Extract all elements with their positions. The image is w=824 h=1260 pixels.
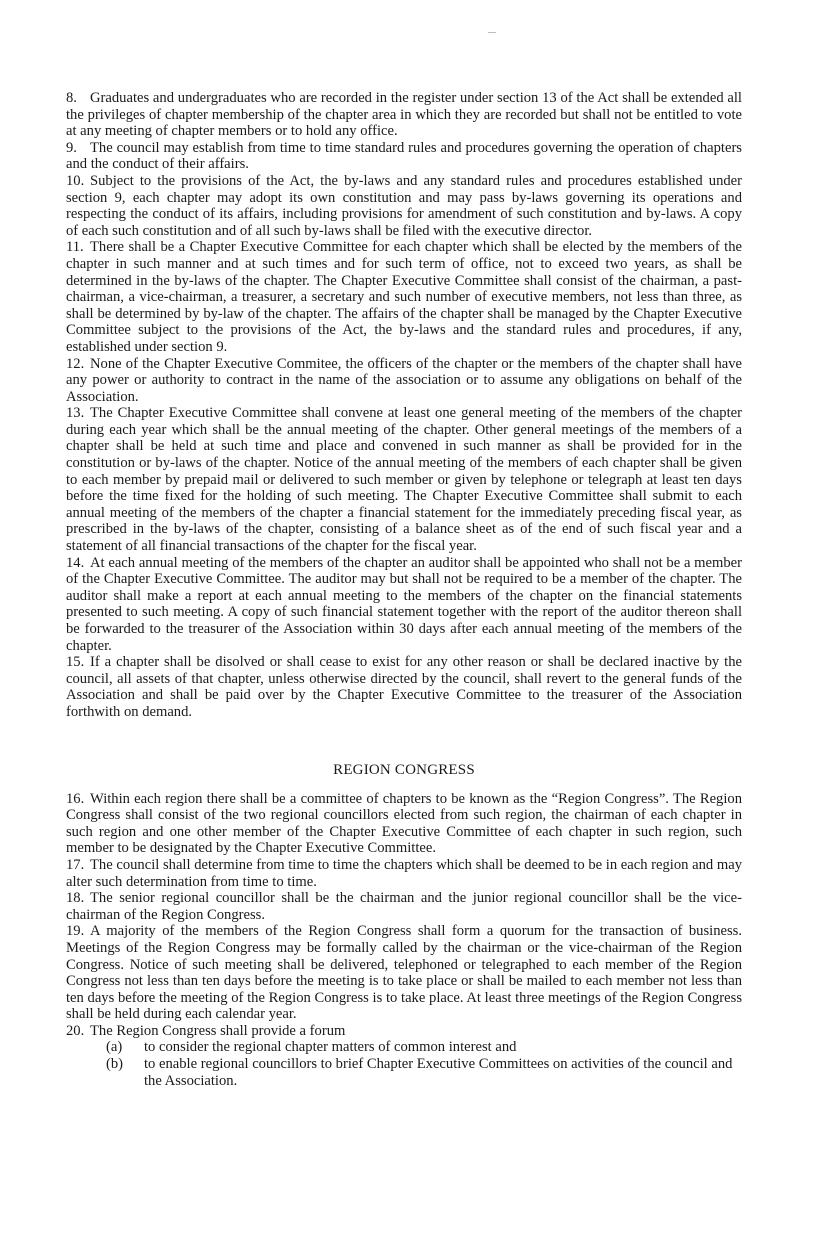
list-item-text: to consider the regional chapter matters of common interest and [144,1039,517,1056]
section-text: Within each region there shall be a committee of chapters to be known as the “Region Congress”. The Region Congress shall consist of the two regional councillors elected from such region, the chairman of each chapter in such region and one other member of the Chapter Executive Committee of each chapter in such region, such member to be designated by the Chapter Executive Committee. [66,790,742,857]
section-number: 14. [66,554,85,571]
section-text: A majority of the members of the Region Congress shall form a quorum for the transaction of business. Meetings of the Region Congress may be formally called by the chairman or the vice-chairman of the Region Congress. Notice of such meeting shall be delivered, telephoned or telegraphed to each member of the Region Congress not less than ten days before the meeting is to take place or shall be mailed to each member not less than ten days before the meeting of the Region Congress is to take place. At least three meetings of the Region Congress shall be held during each calendar year. [66,923,742,1023]
section-text: The Chapter Executive Committee shall convene at least one general meeting of the members of the chapter during each year which shall be the annual meeting of the chapter. Other general meetings of the members of a chapter shall be held at such time and place and convened in such manner as shall be provided for in the constitution or by-laws of the chapter. Notice of the annual meeting of the members of each chapter shall be given to each member by prepaid mail or delivered to such member or given by telephone or telegraph at least ten days before the time fixed for the holding of such meeting. The Chapter Executive Committee shall submit to each annual meeting of the members of the chapter a financial statement for the immediately preceding fiscal year, as prescribed in the by-laws of the chapter, consisting of a balance sheet as of the end of such fiscal year and a statement of all financial transactions of the chapter for the fiscal year. [66,405,742,555]
section-text: At each annual meeting of the members of the chapter an auditor shall be appointed who shall not be a member of the Chapter Executive Committee. The auditor may but shall not be required to be a member of the chapter. The auditor shall make a report at each annual meeting to the members of the chapter on the financial statements presented to such meeting. A copy of such financial statement together with the report of the auditor thereon shall be forwarded to the treasurer of the Association within 30 days after each annual meeting of the members of the chapter. [66,554,742,654]
section-number: 16. [66,790,85,807]
section-9 [66,140,742,173]
section-20 [66,1023,742,1040]
section-text: The senior regional councillor shall be the chairman and the junior regional councillor shall be the vice-chairman of the Region Congress. [66,890,742,923]
section-15 [66,654,742,720]
section-17 [66,857,742,890]
list-item [106,1056,742,1089]
section-number: 11. [66,239,84,256]
scan-artifact-mark [488,32,496,33]
section-14 [66,555,742,655]
section-text: None of the Chapter Executive Commitee, the officers of the chapter or the members of the chapter shall have any power or authority to contract in the name of the association or to assume any obligations on behalf of the Association. [66,355,742,405]
section-number: 13. [66,405,85,422]
section-text: If a chapter shall be disolved or shall cease to exist for any other reason or shall be declared inactive by the council, all assets of that chapter, unless otherwise directed by the council, shall revert to the general funds of the Association and shall be paid over by the Chapter Executive Committee to the treasurer of the Association forthwith on demand. [66,654,742,720]
section-13 [66,405,742,554]
section-18 [66,890,742,923]
list-marker: (b) [106,1056,124,1073]
section-10 [66,173,742,239]
section-text: Subject to the provisions of the Act, the by-laws and any standard rules and procedures established under section 9, each chapter may adopt its own constitution and may pass by-laws governing its operations and respecting the conduct of its affairs, including provisions for amendment of such constitution and by-laws. A copy of each such constitution and of all such by-laws shall be filed with the executive director. [66,172,742,239]
section-number: 8. [66,90,77,106]
section-text: The council shall determine from time to time the chapters which shall be deemed to be in each region and may alter such determination from time to time. [66,856,742,890]
section-number: 20. [66,1022,85,1039]
section-number: 18. [66,890,85,907]
section-12 [66,356,742,406]
section-number: 9. [66,139,77,156]
section-text: Graduates and undergraduates who are recorded in the register under section 13 of the Act shall be extended all the privileges of chapter membership of the chapter area in which they are recorded but shall not be entitled to vote at any meeting of chapter members or to hold any office. [66,90,742,140]
section-19 [66,923,742,1023]
chapters-section [66,90,742,721]
list-item-text: to enable regional councillors to brief Chapter Executive Committees on activities of the council and the Association. [144,1056,733,1089]
section-text: There shall be a Chapter Executive Committee for each chapter which shall be elected by the members of the chapter in such manner and at such times and for such term of office, not to exceed two years, as shall be determined in the by-laws of the chapter. The Chapter Executive Committee shall consist of the chairman, a past-chairman, a vice-chairman, a treasurer, a secretary and such number of executive members, not less than three, as shall be determined by by-law of the chapter. The affairs of the chapter shall be managed by the Chapter Executive Committee subject to the provisions of the Act, the by-laws and the standard rules and procedures, if any, established under section 9. [66,239,742,355]
section-number: 15. [66,654,85,671]
section-text: The Region Congress shall provide a forum [90,1022,346,1039]
list-item [106,1039,742,1056]
section-number: 10. [66,172,85,189]
section-number: 19. [66,923,85,940]
section-text: The council may establish from time to time standard rules and procedures governing the operation of chapters and the conduct of their affairs. [66,139,742,173]
section-16 [66,791,742,857]
section-11 [66,239,742,355]
section-8 [66,90,742,140]
region-congress-heading: REGION CONGRESS [333,761,475,778]
section-20-subitems [66,1039,742,1089]
section-number: 12. [66,355,85,372]
region-congress-section [66,791,742,1090]
list-marker: (a) [106,1039,123,1056]
document-page [66,90,742,1089]
section-number: 17. [66,856,85,873]
